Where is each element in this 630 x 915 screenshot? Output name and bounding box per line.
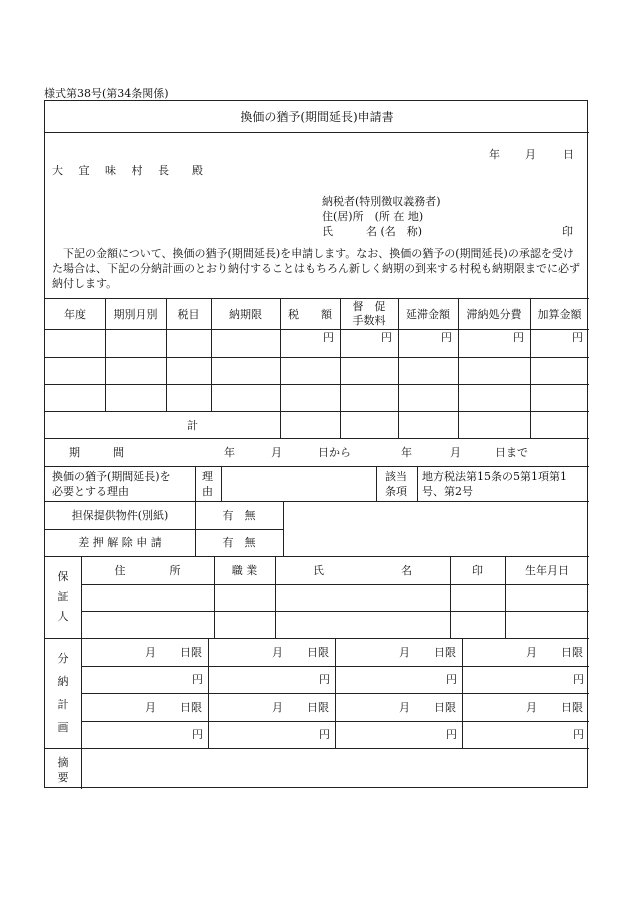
taxpayer-label: 納税者(特別徴収義務者): [322, 195, 441, 208]
period-from: 日から: [318, 446, 351, 459]
guarantor-header-birthdate: 生年月日: [525, 564, 569, 577]
installment-yen: 円: [573, 673, 584, 686]
application-statement: 下記の金額について、換価の猶予(期間延長)を申請します。なお、換価の猶予の(期間延長)の承認を受けた場合は、下記の分納計画のとおり納付することはもちろん新しく納期の到来する村税も納期限までに必ず納付します。: [52, 247, 580, 290]
name-label: 氏 名 (名 称): [322, 225, 423, 238]
installment-due: 日限: [561, 701, 583, 714]
installment-yen: 円: [446, 728, 457, 741]
guarantor-header-seal: 印: [472, 564, 483, 577]
clause-text-2: 号、第2号: [422, 485, 473, 498]
installment-due: 日限: [180, 646, 202, 659]
guarantor-header-address: 住 所: [114, 564, 181, 577]
installment-side-3: 計: [57, 698, 69, 711]
collateral-choice[interactable]: 有 無: [222, 509, 256, 522]
clause-text-1: 地方税法第15条の5第1項第1: [422, 470, 567, 483]
clause-label-2: 条項: [385, 485, 407, 498]
header-due-date: 納期限: [229, 308, 262, 321]
installment-due: 日限: [434, 701, 456, 714]
header-additional: 加算金額: [537, 308, 582, 321]
installment-side-2: 納: [57, 675, 69, 688]
installment-due: 日限: [561, 646, 583, 659]
installment-side-4: 画: [57, 721, 69, 734]
application-form: [44, 100, 588, 788]
installment-due: 日限: [307, 701, 329, 714]
seizure-release-label: 差 押 解 除 申 請: [78, 536, 162, 549]
header-tax-type: 税目: [177, 308, 200, 321]
installment-due: 日限: [180, 701, 202, 714]
guarantor-header-occupation: 職 業: [231, 564, 258, 577]
installment-month: 月: [399, 701, 410, 714]
installment-yen: 円: [446, 673, 457, 686]
period-label: 期 間: [69, 446, 124, 459]
installment-yen: 円: [192, 728, 203, 741]
header-tax-amount: 税 額: [288, 308, 332, 321]
header-delinquency: 延滞金額: [406, 308, 450, 321]
period-until: 日まで: [495, 446, 528, 459]
form-title: 換価の猶予(期間延長)申請書: [240, 110, 394, 124]
installment-month: 月: [145, 646, 156, 659]
guarantor-side-1: 保: [57, 570, 69, 583]
collateral-label: 担保提供物件(別紙): [71, 509, 169, 522]
header-fee: 手数料: [352, 314, 386, 327]
installment-month: 月: [272, 701, 283, 714]
period-year: 年: [224, 446, 235, 459]
date-month-label: 月: [525, 148, 536, 161]
period-month-end: 月: [450, 446, 461, 459]
installment-month: 月: [526, 646, 537, 659]
period-month: 月: [271, 446, 282, 459]
installment-yen: 円: [319, 673, 330, 686]
yen-unit: 円: [441, 331, 452, 344]
reason-label-line2: 必要とする理由: [52, 485, 129, 498]
yen-unit: 円: [323, 331, 334, 344]
header-period: 期別月別: [113, 308, 158, 321]
yen-unit: 円: [381, 331, 392, 344]
installment-yen: 円: [192, 673, 203, 686]
installment-due: 日限: [307, 646, 329, 659]
total-label: 計: [187, 419, 198, 432]
reason-riyu-2: 由: [202, 485, 213, 498]
installment-side-1: 分: [57, 652, 69, 665]
form-number: 様式第38号(第34条関係): [44, 87, 169, 100]
remarks-side-2: 要: [57, 771, 69, 784]
reason-label-line1: 換価の猶予(期間延長)を: [52, 470, 171, 483]
header-dunning: 督 促: [352, 300, 386, 313]
addressee: 大 宜 味 村 長 殿: [52, 164, 209, 177]
installment-month: 月: [272, 646, 283, 659]
guarantor-side-2: 証: [57, 590, 69, 603]
installment-month: 月: [526, 701, 537, 714]
guarantor-header-name: 氏 名: [313, 564, 412, 577]
period-year-end: 年: [401, 446, 412, 459]
header-disposition-cost: 滞納処分費: [466, 308, 522, 321]
installment-month: 月: [145, 701, 156, 714]
yen-unit: 円: [513, 331, 524, 344]
date-year-label: 年: [489, 148, 500, 161]
header-fiscal-year: 年度: [64, 308, 86, 321]
installment-due: 日限: [434, 646, 456, 659]
guarantor-side-3: 人: [57, 610, 69, 623]
applicant-seal-label: 印: [562, 225, 573, 238]
installment-month: 月: [399, 646, 410, 659]
yen-unit: 円: [572, 331, 583, 344]
remarks-side-1: 摘: [57, 756, 69, 769]
seizure-release-choice[interactable]: 有 無: [222, 536, 256, 549]
date-day-label: 日: [563, 148, 574, 161]
installment-yen: 円: [573, 728, 584, 741]
clause-label-1: 該当: [385, 470, 407, 483]
address-label: 住(居)所 (所 在 地): [322, 210, 424, 223]
reason-riyu-1: 理: [202, 470, 213, 483]
installment-yen: 円: [319, 728, 330, 741]
